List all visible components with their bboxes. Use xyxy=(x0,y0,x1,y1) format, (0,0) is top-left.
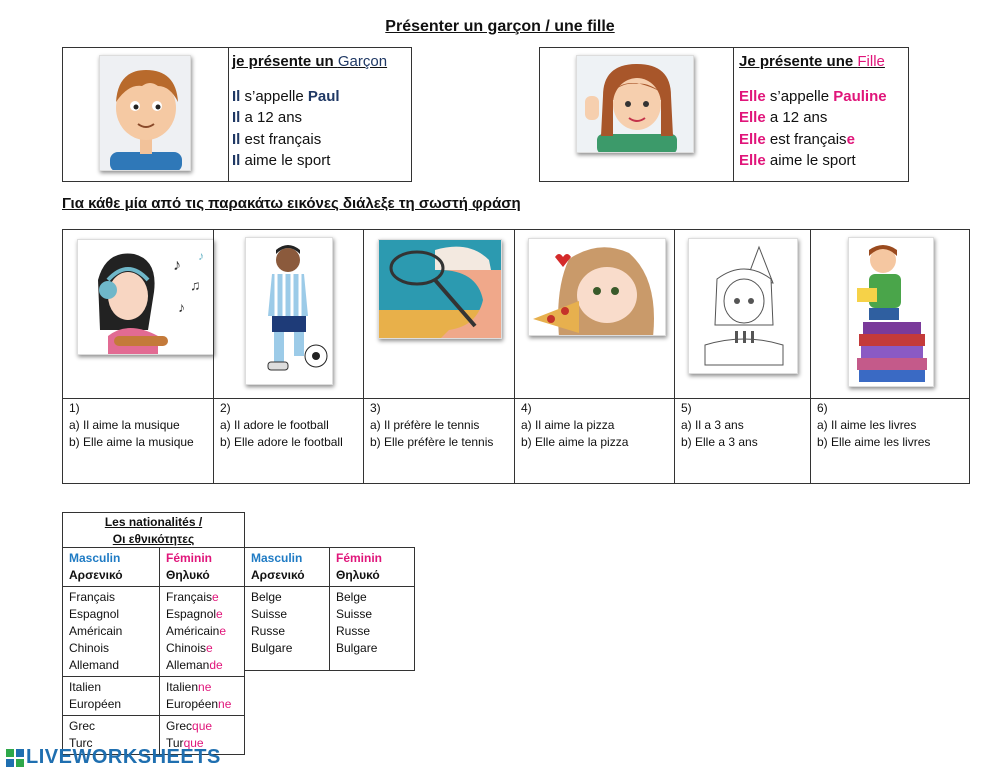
boy-line-1: Il s’appelle Paul xyxy=(232,87,340,105)
exercise-number: 5) xyxy=(681,401,692,415)
girl-heading: Je présente une Fille xyxy=(739,53,885,70)
nationalities-title-fr: Les nationalités / xyxy=(104,515,203,529)
girl-portrait-image xyxy=(576,55,694,153)
masc-invariable-list: Belge Suisse Russe Bulgare xyxy=(245,587,330,671)
option-a[interactable]: a) Il a 3 ans xyxy=(681,418,744,432)
option-a[interactable]: a) Il aime la musique xyxy=(69,418,180,432)
exercise-number: 6) xyxy=(817,401,828,415)
girl-line-2: Elle a 12 ans xyxy=(739,109,828,126)
option-b[interactable]: b) Elle préfère le tennis xyxy=(370,435,494,449)
exercise-number: 2) xyxy=(220,401,231,415)
music-girl-image xyxy=(77,239,214,355)
masc-header-cell: Masculin Αρσενικό xyxy=(63,548,160,587)
exercise-image-cell xyxy=(514,229,675,399)
boy-line-2: Il a 12 ans xyxy=(232,109,303,126)
tennis-woman-image xyxy=(378,239,502,339)
fem-group-2: Italienne Européenne xyxy=(160,677,245,716)
exercise-answer-row xyxy=(62,398,970,484)
svg-text:♪: ♪ xyxy=(198,249,204,263)
girl-line-4: Elle aime le sport xyxy=(739,152,856,169)
exercise-answer-cell xyxy=(213,398,364,484)
pizza-girl-image xyxy=(528,238,666,336)
reading-boy-image xyxy=(848,237,934,387)
fem-invariable-list: Belge Suisse Russe Bulgare xyxy=(330,587,415,671)
exercise-number: 3) xyxy=(370,401,381,415)
page-title: Présenter un garçon / une fille xyxy=(385,18,615,35)
nationalities-title-gr: Οι εθνικότητες xyxy=(112,532,195,546)
nationalities-table-right xyxy=(244,547,415,671)
boy-line-3: Il est français xyxy=(232,130,322,148)
exercise-answer-cell xyxy=(810,398,970,484)
girl-line-3: Elle est française xyxy=(739,130,855,148)
option-b[interactable]: b) Elle aime la musique xyxy=(69,435,194,449)
masc-group-1: Français Espagnol Américain Chinois Allemand xyxy=(63,587,160,677)
masc-group-2: Italien Européen xyxy=(63,677,160,716)
exercise-image-cell xyxy=(62,229,214,399)
instruction-heading: Για κάθε μία από τις παρακάτω εικόνες διάλεξε τη σωστή φράση xyxy=(62,195,521,212)
girl-heading-word: Fille xyxy=(857,53,885,70)
svg-text:♪: ♪ xyxy=(178,299,185,315)
svg-text:♫: ♫ xyxy=(190,277,201,293)
nationalities-title-box xyxy=(62,512,245,548)
option-b[interactable]: b) Elle aime les livres xyxy=(817,435,931,449)
exercise-image-cell xyxy=(810,229,970,399)
option-b[interactable]: b) Elle aime la pizza xyxy=(521,435,629,449)
option-a[interactable]: a) Il préfère le tennis xyxy=(370,418,480,432)
exercise-answer-cell xyxy=(514,398,675,484)
exercise-number: 4) xyxy=(521,401,532,415)
exercise-image-cell xyxy=(363,229,515,399)
nationalities-table-left xyxy=(62,547,245,755)
birthday-girl-image xyxy=(688,238,798,374)
logo-icon xyxy=(6,749,24,767)
fem-header-cell: Féminin Θηλυκό xyxy=(330,548,415,587)
exercise-answer-cell xyxy=(674,398,811,484)
boy-portrait-image xyxy=(99,55,191,171)
svg-text:♪: ♪ xyxy=(173,257,181,274)
masc-header-cell: Masculin Αρσενικό xyxy=(245,548,330,587)
girl-line-1: Elle s’appelle Pauline xyxy=(739,87,887,105)
option-a[interactable]: a) Il adore le football xyxy=(220,418,329,432)
boy-line-4: Il aime le sport xyxy=(232,152,331,169)
exercise-image-row xyxy=(62,229,970,399)
football-boy-image xyxy=(245,237,333,385)
liveworksheets-logo: LIVEWORKSHEETS xyxy=(6,746,221,769)
boy-heading: je présente un Garçon xyxy=(232,53,388,70)
exercise-number: 1) xyxy=(69,401,80,415)
exercise-answer-cell xyxy=(363,398,515,484)
exercise-image-cell xyxy=(674,229,811,399)
option-b[interactable]: b) Elle adore le football xyxy=(220,435,343,449)
masc-group-3: Grec Turc xyxy=(63,716,160,755)
option-a[interactable]: a) Il aime la pizza xyxy=(521,418,615,432)
exercise-answer-cell xyxy=(62,398,214,484)
fem-header-cell: Féminin Θηλυκό xyxy=(160,548,245,587)
girl-intro-box xyxy=(539,47,909,182)
option-a[interactable]: a) Il aime les livres xyxy=(817,418,917,432)
fem-group-3: Grecque Turque xyxy=(160,716,245,755)
exercise-image-cell xyxy=(213,229,364,399)
boy-intro-box xyxy=(62,47,412,182)
fem-group-1: Française Espagnole Américaine Chinoise Allemande xyxy=(160,587,245,677)
boy-heading-word: Garçon xyxy=(337,53,388,70)
option-b[interactable]: b) Elle a 3 ans xyxy=(681,435,758,449)
